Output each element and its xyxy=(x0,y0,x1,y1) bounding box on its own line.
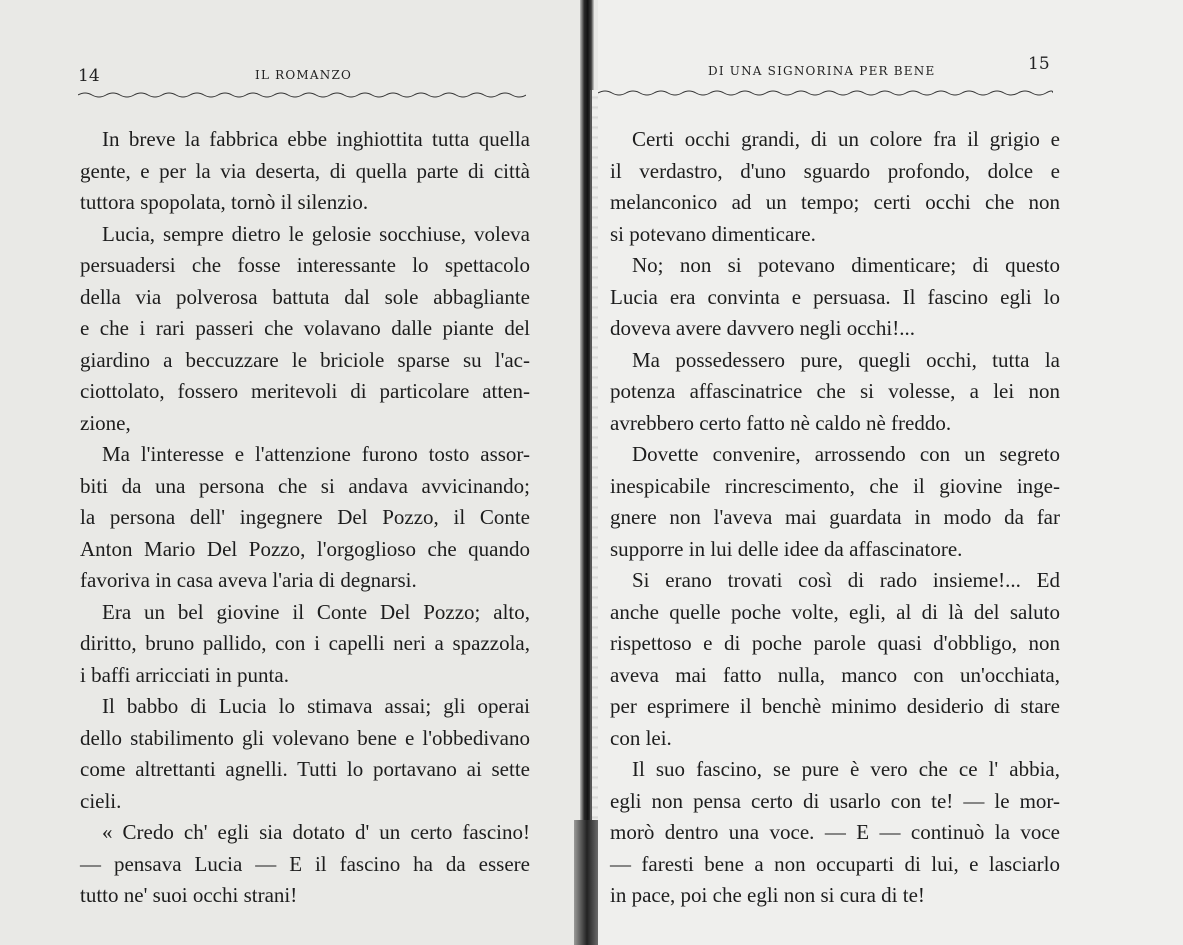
text-line: anche quelle poche volte, egli, al di là del saluto xyxy=(610,599,1060,624)
text-line: come altrettanti agnelli. Tutti lo portavano ai sette xyxy=(80,757,530,781)
left-running-head: IL ROMANZO xyxy=(255,68,353,82)
left-page-number: 14 xyxy=(78,66,100,86)
text-line: egli non pensa certo di usarlo con te! — le mor- xyxy=(610,788,1060,813)
right-page xyxy=(598,0,1183,945)
text-line: doveva avere davvero negli occhi!... xyxy=(610,316,915,340)
text-line: rispettoso e di poche parole quasi d'obbligo, non xyxy=(610,631,1060,655)
text-line: Anton Mario Del Pozzo, l'orgoglioso che quando xyxy=(80,536,530,561)
text-line: supporre in lui delle idee da affascinatore. xyxy=(610,536,963,561)
left-body-text xyxy=(80,124,530,912)
text-line: giardino a beccuzzare le briciole sparse su l'ac- xyxy=(80,347,530,372)
text-line: diritto, bruno pallido, con i capelli neri a spazzola, xyxy=(80,631,530,655)
text-line: si potevano dimenticare. xyxy=(610,221,816,246)
text-line: inespicabile rincrescimento, che il giovine inge- xyxy=(610,473,1060,498)
text-line: « Credo ch' egli sia dotato d' un certo fascino! xyxy=(102,820,530,844)
text-line: aveva mai fatto nulla, manco con un'occhiata, xyxy=(610,662,1060,687)
left-page xyxy=(0,0,582,945)
text-line: Ma possedessero pure, quegli occhi, tutta la xyxy=(632,347,1060,372)
text-line: Ma l'interesse e l'attenzione furono tosto assor- xyxy=(102,442,530,466)
text-line: ciottolato, fossero meritevoli di particolare atten- xyxy=(80,379,530,403)
text-line: melanconico ad un tempo; certi occhi che non xyxy=(610,190,1060,214)
text-line: potenza affascinatrice che si volesse, a lei non xyxy=(610,379,1060,403)
text-line: No; non si potevano dimenticare; di questo xyxy=(632,253,1060,277)
text-line: Il suo fascino, se pure è vero che ce l' abbia, xyxy=(632,757,1060,781)
text-line: e che i rari passeri che volavano dalle piante del xyxy=(80,316,530,340)
text-line: morò dentro una voce. — E — continuò la voce xyxy=(610,820,1060,844)
text-line: Certi occhi grandi, di un colore fra il grigio e xyxy=(632,127,1060,151)
text-line: — pensava Lucia — E il fascino ha da essere xyxy=(80,851,530,876)
text-line: della via polverosa battuta dal sole abbagliante xyxy=(80,284,530,309)
text-line: tutto ne' suoi occhi strani! xyxy=(80,883,298,907)
text-line: con lei. xyxy=(610,725,672,750)
text-line: Dovette convenire, arrossendo con un segreto xyxy=(632,442,1060,466)
text-line: Il babbo di Lucia lo stimava assai; gli operai xyxy=(102,694,530,718)
text-line: dello stabilimento gli volevano bene e l'obbedivano xyxy=(80,725,530,750)
text-line: Era un bel giovine il Conte Del Pozzo; alto, xyxy=(102,599,530,624)
text-line: gente, e per la via deserta, di quella parte di città xyxy=(80,158,530,183)
text-line: In breve la fabbrica ebbe inghiottita tutta quella xyxy=(102,127,530,151)
text-line: gnere non l'aveva mai guardata in modo da far xyxy=(610,505,1060,529)
right-header-rule xyxy=(598,88,1053,98)
right-body-text xyxy=(610,124,1060,912)
text-line: avrebbero certo fatto nè caldo nè freddo. xyxy=(610,410,952,435)
text-line: in pace, poi che egli non si cura di te! xyxy=(610,883,925,907)
text-line: favoriva in casa aveva l'aria di degnarsi. xyxy=(80,568,417,592)
spine-shadow xyxy=(574,820,600,945)
right-running-head: DI UNA SIGNORINA PER BENE xyxy=(708,64,936,78)
text-line: Lucia, sempre dietro le gelosie socchiuse, voleva xyxy=(102,221,530,246)
text-line: biti da una persona che si andava avvicinando; xyxy=(80,473,530,498)
text-line: il verdastro, d'uno sguardo profondo, dolce e xyxy=(610,158,1060,183)
text-line: per esprimere il benchè minimo desiderio di stare xyxy=(610,694,1060,718)
text-line: Lucia era convinta e persuasa. Il fascino egli lo xyxy=(610,284,1060,309)
text-line: la persona dell' ingegnere Del Pozzo, il Conte xyxy=(80,505,530,529)
text-line: i baffi arricciati in punta. xyxy=(80,662,289,687)
text-line: cieli. xyxy=(80,788,122,813)
right-page-number: 15 xyxy=(1028,54,1050,74)
left-header-rule xyxy=(78,90,526,100)
text-line: Si erano trovati così di rado insieme!... Ed xyxy=(632,568,1060,592)
text-line: — faresti bene a non occuparti di lui, e lasciarlo xyxy=(610,851,1060,876)
text-line: tuttora spopolata, tornò il silenzio. xyxy=(80,190,369,214)
text-line: persuadersi che fosse interessante lo spettacolo xyxy=(80,253,530,277)
text-line: zione, xyxy=(80,410,131,435)
